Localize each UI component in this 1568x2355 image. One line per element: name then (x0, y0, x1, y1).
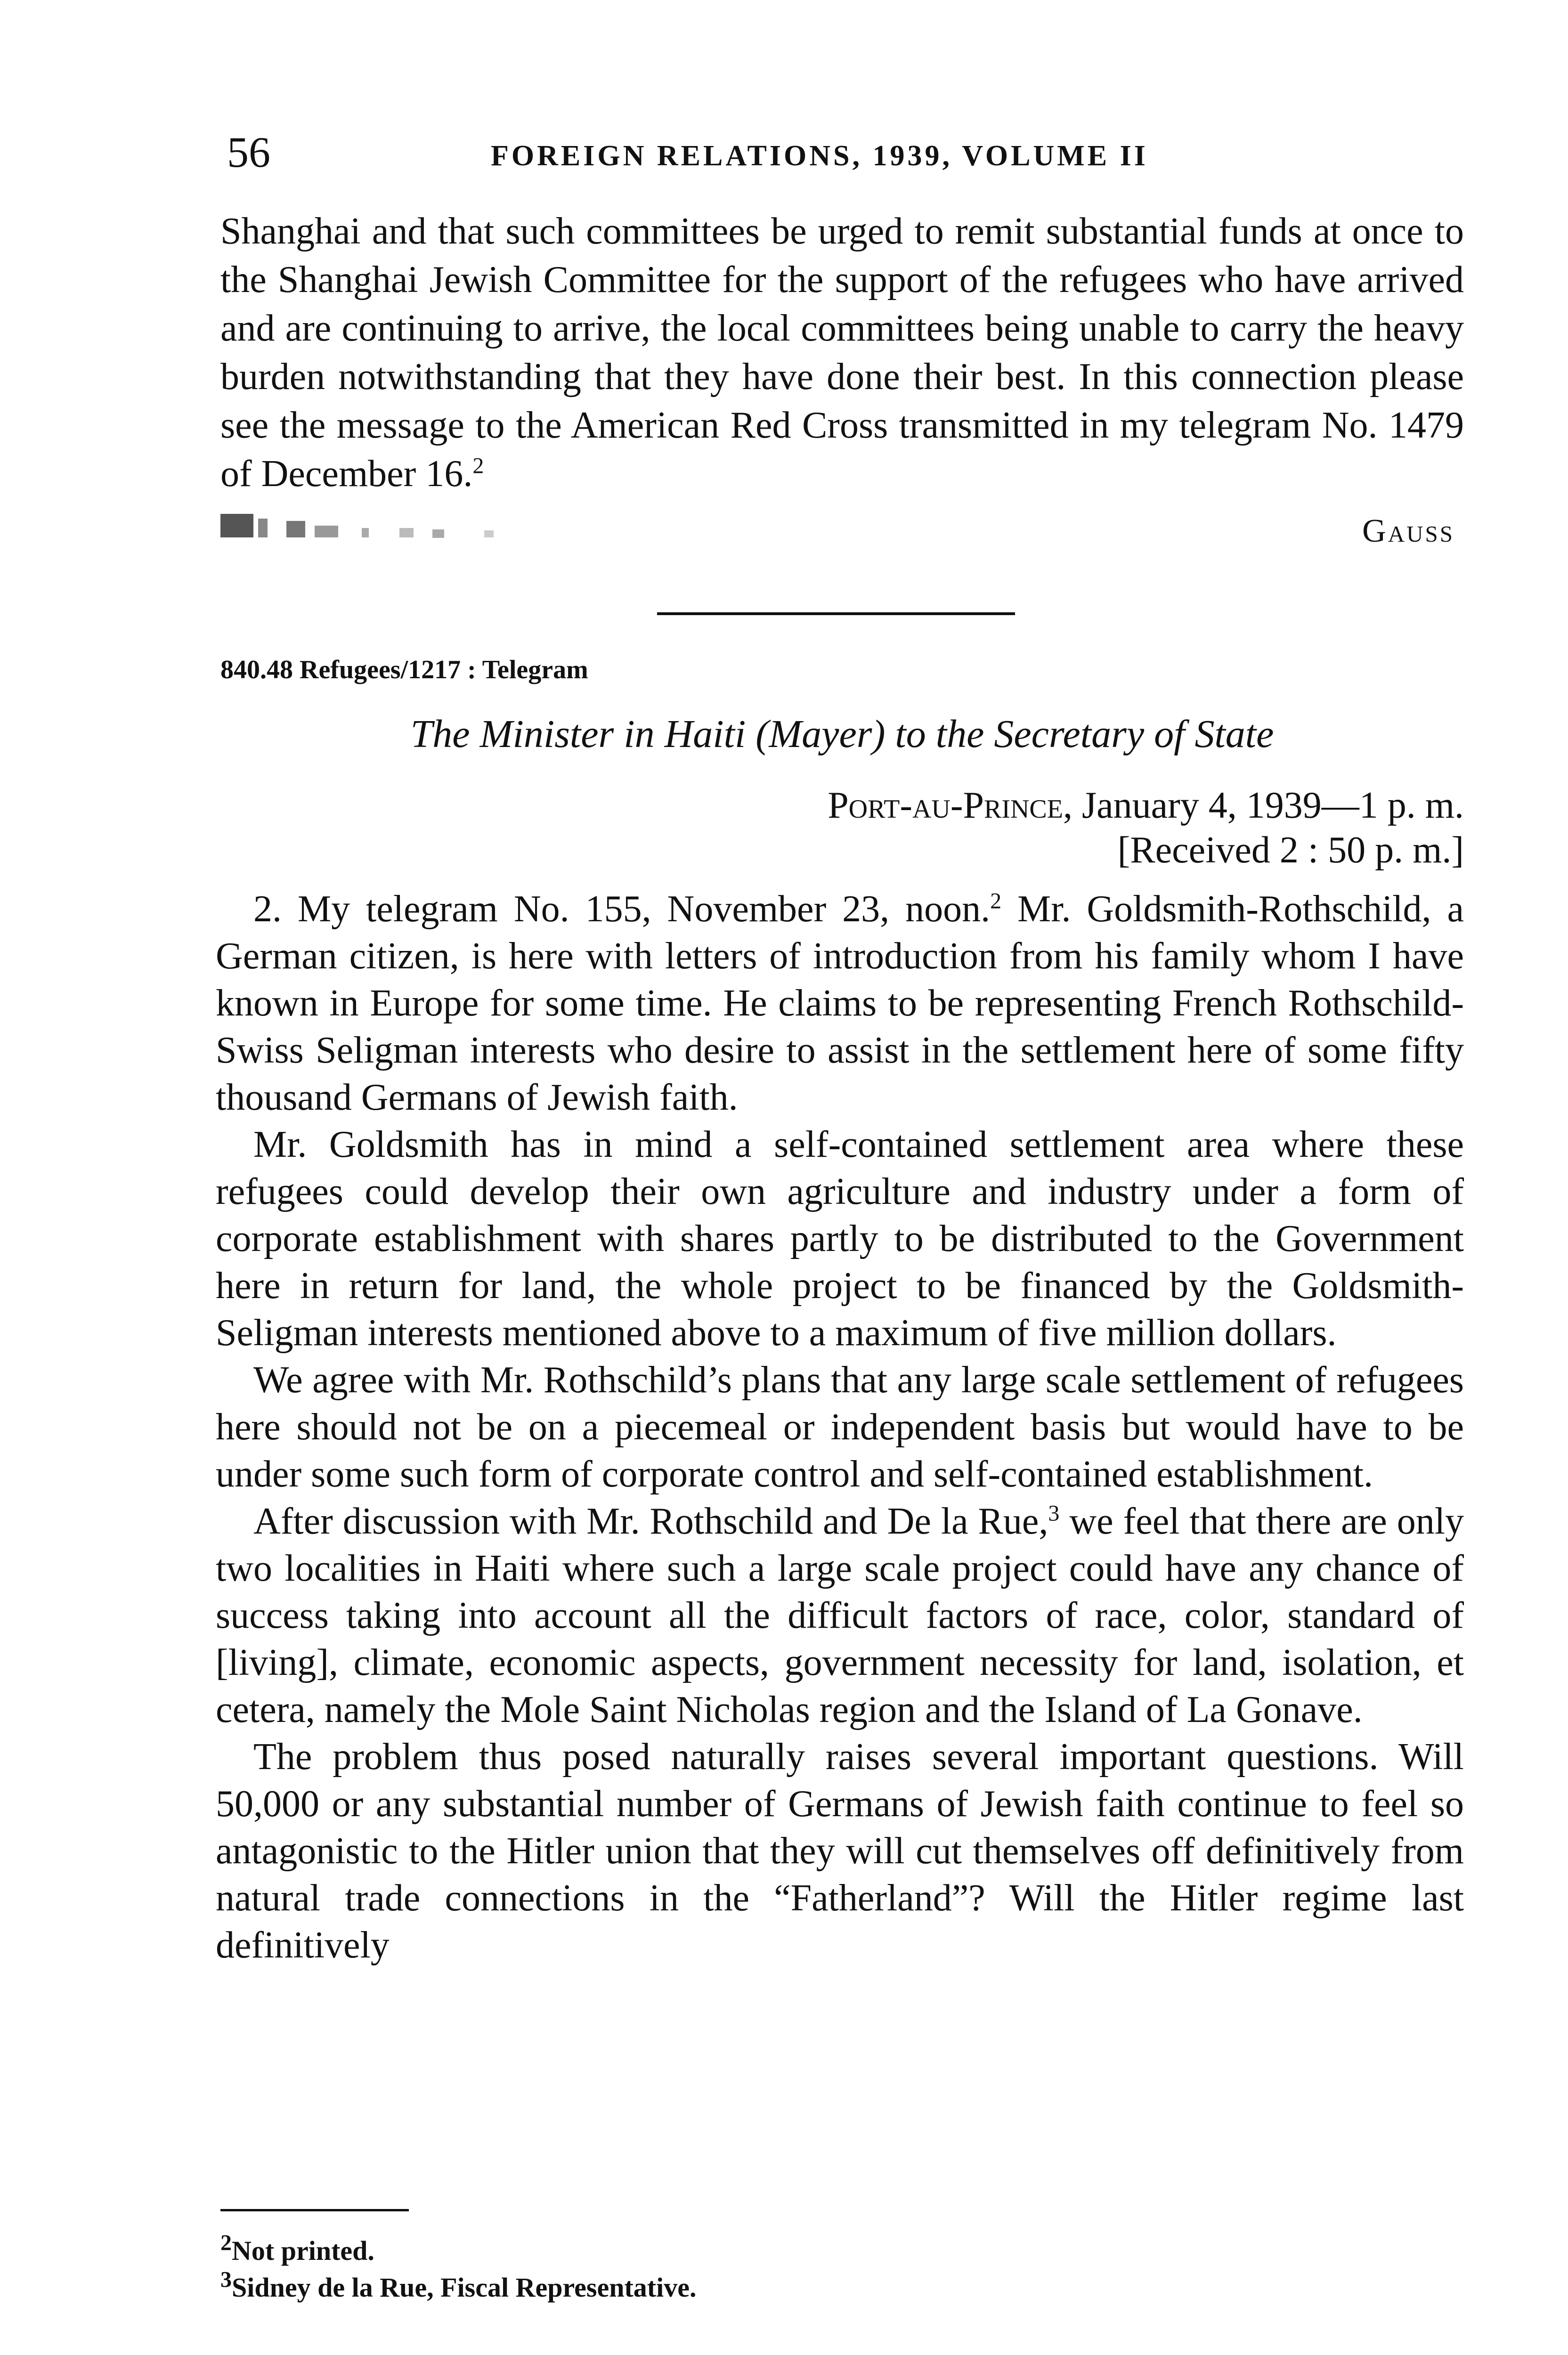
footnote-ref: 2 (472, 453, 484, 479)
dateline-place: Port-au-Prince (828, 785, 1063, 826)
document-title: The Minister in Haiti (Mayer) to the Secretary of State (410, 712, 1274, 756)
paragraph: After discussion with Mr. Rothschild and De la Rue,$^3$ we feel that there are only two localities in Haiti where such a large scale project could have any chance of success taking into account all the difficult factors of race, color, standard of [living], climate, economic aspects, government necessity for land, isolation, et cetera, namely the Mole Saint Nicholas region and the Island of La Gonave. (216, 1501, 1464, 1730)
paragraph: We agree with Mr. Rothschild’s plans that any large scale settlement of refugees here should not be on a piecemeal or independent basis but would have to be under some such form of corporate control and self-contained establishment. (216, 1359, 1464, 1495)
file-reference: 840.48 Refugees/1217 : Telegram (220, 655, 588, 684)
footnote-ref: 2 (990, 888, 1002, 914)
paragraph: Mr. Goldsmith has in mind a self-contained settlement area where these refugees could develop their own agriculture and industry under a form of corporate establishment with shares partly to be distributed to the Government here in return for land, the whole project to be financed by the Goldsmith-Seligman interests mentioned above to a maximum of five million dollars. (216, 1124, 1464, 1354)
footnote: $^3$Sidney de la Rue, Fiscal Representative. (220, 2267, 697, 2303)
dateline-date: , January 4, 1939—1 p. m. (1063, 785, 1464, 826)
section-divider (657, 612, 1015, 615)
continued-paragraph: Shanghai and that such committees be urged to remit substantial funds at once to the Shanghai Jewish Committee for the support of the refugees who have arrived and are continuing to arrive, the local committees being unable to carry the heavy burden notwithstanding that they have done their best. In this connection please see the message to the American Red Cross transmitted in my telegram No. 1479 of December 16.$^2$ (220, 211, 1464, 495)
paragraph: The problem thus posed naturally raises several important questions. Will 50,000 or any substantial number of Germans of Jewish faith continue to feel so antagonistic to the Hitler union that they will cut themselves off definitively from natural trade connections in the “Fatherland”? Will the Hitler regime last definitively (216, 1736, 1464, 1966)
paragraph: 2. My telegram No. 155, November 23, noon.$^2$ Mr. Goldsmith-Rothschild, a German citizen, is here with letters of introduction from his family whom I have known in Europe for some time. He claims to be representing French Rothschild-Swiss Seligman interests who desire to assist in the settlement here of some fifty thousand Germans of Jewish faith. (216, 888, 1464, 1118)
continued-telegram (220, 207, 1464, 559)
footnote-ref: 3 (1048, 1501, 1060, 1526)
received-line: [Received 2 : 50 p. m.] (1117, 829, 1464, 871)
page-header (227, 127, 1461, 184)
telegram-body (216, 885, 1464, 1969)
page-number: 56 (227, 128, 270, 176)
signature: Gauss (1362, 513, 1454, 549)
footnote-divider (220, 2209, 409, 2211)
printing-smudge (220, 512, 578, 540)
footnote: $^2$Not printed. (220, 2230, 374, 2266)
footnotes (220, 2230, 697, 2306)
running-head: FOREIGN RELATIONS, 1939, VOLUME II (491, 140, 1148, 172)
dateline (220, 782, 1464, 829)
signature-row (220, 502, 1464, 559)
